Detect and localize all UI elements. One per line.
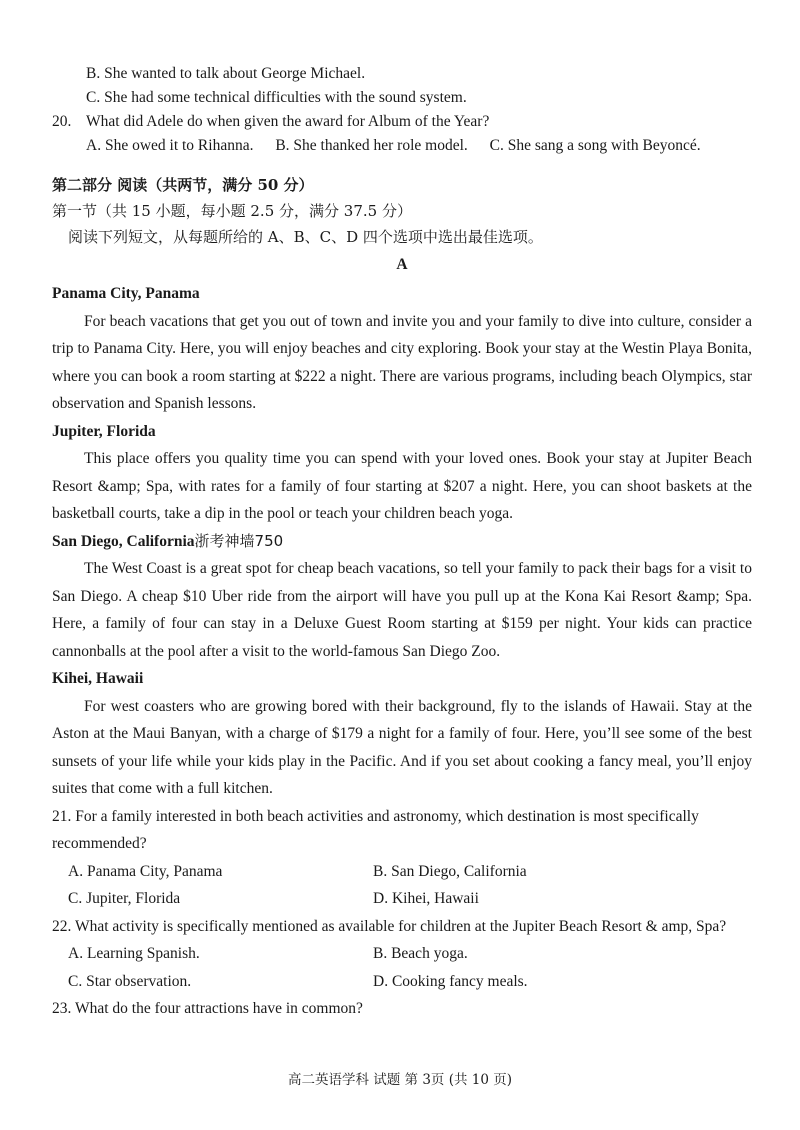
q20-option-c: C. She sang a song with Beyoncé. xyxy=(489,137,701,154)
q19-option-c: C. She had some technical difficulties with the sound system. xyxy=(86,89,467,106)
q22-options-row1 xyxy=(52,940,752,968)
q21-option-c: C. Jupiter, Florida xyxy=(68,890,181,907)
panama-heading: Panama City, Panama xyxy=(52,285,200,302)
q21-text: 21. For a family interested in both beach activities and astronomy, which destination is most specifically recommended? xyxy=(52,807,699,852)
panama-text: For beach vacations that get you out of town and invite you and your family to dive into culture, consider a trip to Panama City. Here, you will enjoy beaches and city exploring. Book your stay at the Westin Playa Bonita, where you can book a room starting at $222 a night. There are various programs, including beach Olympics, star observation and Spanish lessons. xyxy=(52,312,752,412)
q20-option-b: B. She thanked her role model. xyxy=(275,137,468,154)
sandiego-text: The West Coast is a great spot for cheap beach vacations, so tell your family to pack their bags for a visit to San Diego. A cheap $10 Uber ride from the airport will have you pull up at the Kona Kai Resort &amp; Spa. Here, a family of four can stay in a Deluxe Guest Room starting at $159 per night. Your kids can practice cannonballs at the pool after a visit to the world-famous San Diego Zoo. xyxy=(52,560,752,660)
q20-option-a: A. She owed it to Rihanna. xyxy=(86,137,254,154)
q19-option-b: B. She wanted to talk about George Michael. xyxy=(86,65,366,82)
q22-options-row2 xyxy=(52,968,752,996)
section-subtitle: 第一节（共 15 小题，每小题 2.5 分，满分 37.5 分） xyxy=(52,202,412,220)
kihei-text: For west coasters who are growing bored with their background, fly to the islands of Hawaii. Stay at the Aston at the Maui Banyan, with a charge of $179 a night for a family of four. Here, you’ll see some of the best sunsets of your life while your kids play in the Pacific. And if you set about cooking a fancy meal, you’ll enjoy suites that come with a full kitchen. xyxy=(52,697,752,797)
section-title: 第二部分 阅读（共两节，满分 50 分） xyxy=(52,176,314,194)
exam-page xyxy=(52,62,752,1023)
jupiter-heading: Jupiter, Florida xyxy=(52,422,156,440)
jupiter-text: This place offers you quality time you can spend with your loved ones. Book your stay at Jupiter Beach Resort &amp; Spa, with rates for a family of four starting at $207 a night. Here, you can shoot baskets at the basketball courts, take a dip in the pool or teach your children beach yoga. xyxy=(52,450,752,522)
watermark-text: 浙考神墙750 xyxy=(194,531,284,550)
panama-paragraph xyxy=(52,308,752,418)
kihei-heading: Kihei, Hawaii xyxy=(52,670,144,687)
q21-options-row1 xyxy=(52,858,752,886)
sandiego-heading-line xyxy=(52,528,752,556)
q21-option-d: D. Kihei, Hawaii xyxy=(373,890,479,907)
q22-option-b: B. Beach yoga. xyxy=(373,945,468,962)
q22-option-d: D. Cooking fancy meals. xyxy=(373,972,528,990)
passage-letter: A xyxy=(396,256,408,273)
q22-option-a: A. Learning Spanish. xyxy=(68,945,200,962)
q21-option-b: B. San Diego, California xyxy=(373,862,527,880)
q20-question xyxy=(52,110,752,134)
q22-text: 22. What activity is specifically mentioned as available for children at the Jupiter Beach Resort & amp, Spa? xyxy=(52,917,727,935)
q22-option-c: C. Star observation. xyxy=(68,972,192,990)
sandiego-heading: San Diego, California xyxy=(52,532,195,550)
q21-options-row2 xyxy=(52,885,752,913)
q20-number: 20. xyxy=(52,113,72,130)
kihei-paragraph xyxy=(52,693,752,803)
jupiter-paragraph xyxy=(52,445,752,528)
sandiego-paragraph xyxy=(52,555,752,665)
q21-option-a: A. Panama City, Panama xyxy=(68,862,223,880)
q20-options xyxy=(52,134,752,158)
q23-text: 23. What do the four attractions have in common? xyxy=(52,1000,363,1017)
page-footer: 高二英语学科 试题 第 3页 (共 10 页) xyxy=(287,1072,513,1088)
q20-text: What did Adele do when given the award for Album of the Year? xyxy=(86,113,490,130)
section-instruction: 阅读下列短文，从每题所给的 A、B、C、D 四个选项中选出最佳选项。 xyxy=(68,228,543,246)
